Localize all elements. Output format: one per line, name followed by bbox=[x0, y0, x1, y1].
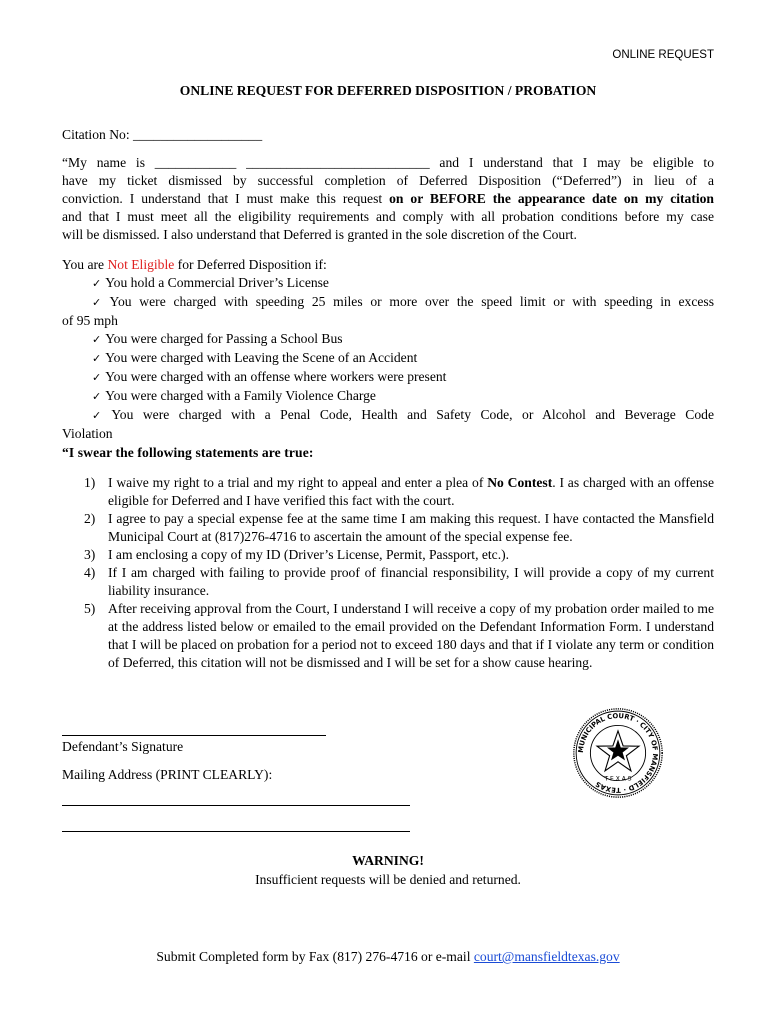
court-seal bbox=[572, 707, 664, 799]
header-tag: ONLINE REQUEST bbox=[612, 49, 714, 61]
list-item-continuation: of 95 mph bbox=[62, 313, 118, 328]
swear-heading: “I swear the following statements are true: bbox=[62, 445, 314, 460]
statement-number: 3) bbox=[84, 547, 96, 562]
list-item-text: You were charged for Passing a School Bus bbox=[105, 331, 343, 346]
intro-line-2: have my ticket dismissed by successful completion of Deferred Disposition (“Deferred”) in lieu of a bbox=[62, 173, 714, 188]
no-contest-emphasis: No Contest bbox=[487, 475, 553, 490]
seal-text: MUNICIPAL COURT · CITY OF MANSFIELD · TEXAS bbox=[576, 711, 660, 794]
list-item bbox=[92, 349, 714, 368]
mailing-address-line-2[interactable] bbox=[62, 831, 410, 832]
list-item-text: You were charged with speeding 25 miles or more over the speed limit or with speeding in excess bbox=[109, 294, 714, 309]
submit-instructions bbox=[62, 948, 714, 966]
signature-label: Defendant’s Signature bbox=[62, 739, 184, 754]
statement-text: If I am charged with failing to provide proof of financial responsibility, I will provide a copy of my current liability insurance. bbox=[108, 565, 714, 598]
intro-line-5: will be dismissed. I also understand that Deferred is granted in the sole discretion of the Court. bbox=[62, 227, 577, 242]
check-icon: ✓ bbox=[92, 296, 106, 309]
eligibility-post: for Deferred Disposition if: bbox=[174, 257, 327, 272]
appearance-date-emphasis: on or BEFORE the appearance date on my citation bbox=[389, 191, 714, 206]
list-item bbox=[92, 293, 714, 312]
statement-number: 4) bbox=[84, 565, 96, 580]
statement-text: I am enclosing a copy of my ID (Driver’s License, Permit, Passport, etc.). bbox=[108, 547, 510, 562]
statement-number: 1) bbox=[84, 475, 96, 490]
citation-line bbox=[62, 126, 262, 144]
statement-text: I agree to pay a special expense fee at the same time I am making this request. I have contacted the Mansfield Municipal Court at (817)276-4716 to ascertain the amount of the special expense fee. bbox=[108, 511, 714, 544]
check-icon: ✓ bbox=[92, 409, 108, 422]
list-item-text: You were charged with Leaving the Scene of an Accident bbox=[105, 350, 418, 365]
statement-text-end: . I as charged with an offense eligible for Deferred and I have verified this fact with the court. bbox=[108, 475, 714, 508]
citation-input[interactable]: ___________________ bbox=[133, 127, 263, 142]
signature-line[interactable] bbox=[62, 735, 326, 736]
statement-item bbox=[84, 546, 714, 564]
intro-line-4: and that I must meet all the eligibility requirements and comply with all probation conditions before my case bbox=[62, 209, 714, 224]
intro-line-1: “My name is ____________ ___________________________ and I understand that I may be eligible to bbox=[62, 155, 714, 170]
list-item bbox=[92, 274, 714, 293]
court-email-link[interactable]: court@mansfieldtexas.gov bbox=[473, 949, 620, 964]
statement-item bbox=[84, 564, 714, 600]
warning-text: Insufficient requests will be denied and returned. bbox=[255, 872, 521, 887]
intro-line-3 bbox=[62, 190, 714, 208]
statement-number: 5) bbox=[84, 601, 96, 616]
list-item-text: You were charged with a Penal Code, Health and Safety Code, or Alcohol and Beverage Code bbox=[111, 407, 714, 422]
list-item-text: You were charged with a Family Violence Charge bbox=[105, 388, 376, 403]
list-item-text: You were charged with an offense where workers were present bbox=[105, 369, 447, 384]
statement-text: I waive my right to a trial and my right to appeal and enter a plea of bbox=[108, 475, 488, 490]
intro-line-3-text: conviction. I understand that I must make this request bbox=[62, 191, 390, 206]
eligibility-heading bbox=[62, 256, 327, 274]
check-icon: ✓ bbox=[92, 333, 102, 346]
statement-item bbox=[84, 600, 714, 672]
check-icon: ✓ bbox=[92, 277, 102, 290]
statement-item bbox=[84, 474, 714, 510]
list-item bbox=[92, 406, 714, 425]
page-title: ONLINE REQUEST FOR DEFERRED DISPOSITION / PROBATION bbox=[179, 83, 597, 98]
not-eligible-label: Not Eligible bbox=[107, 257, 175, 272]
statement-number: 2) bbox=[84, 511, 96, 526]
list-item bbox=[92, 368, 714, 387]
list-item-continuation: Violation bbox=[62, 426, 113, 441]
list-item bbox=[92, 330, 714, 349]
eligibility-pre: You are bbox=[62, 257, 108, 272]
citation-label: Citation No: bbox=[62, 127, 130, 142]
warning-title: WARNING! bbox=[352, 853, 424, 868]
list-item-text: You hold a Commercial Driver’s License bbox=[105, 275, 329, 290]
intro-paragraph bbox=[62, 154, 714, 244]
document-page bbox=[62, 0, 714, 1024]
submit-text: Submit Completed form by Fax (817) 276-4716 or e-mail bbox=[156, 949, 474, 964]
statement-item bbox=[84, 510, 714, 546]
list-item bbox=[92, 387, 714, 406]
mailing-address-line-1[interactable] bbox=[62, 805, 410, 806]
statements-list bbox=[84, 474, 714, 672]
statement-text: After receiving approval from the Court, I understand I will receive a copy of my probation order mailed to me at the address listed below or emailed to the email provided on the Defendant Information Form. I understand that I will be placed on probation for a period not to exceed 180 days and that if I violate any term or condition of Deferred, this citation will not be dismissed and I will be set for a show cause hearing. bbox=[108, 601, 714, 670]
check-icon: ✓ bbox=[92, 352, 102, 365]
ineligibility-list bbox=[62, 274, 714, 443]
check-icon: ✓ bbox=[92, 371, 102, 384]
check-icon: ✓ bbox=[92, 390, 102, 403]
seal-star-letters: T E X A S bbox=[604, 775, 632, 783]
mailing-address-label: Mailing Address (PRINT CLEARLY): bbox=[62, 767, 273, 782]
